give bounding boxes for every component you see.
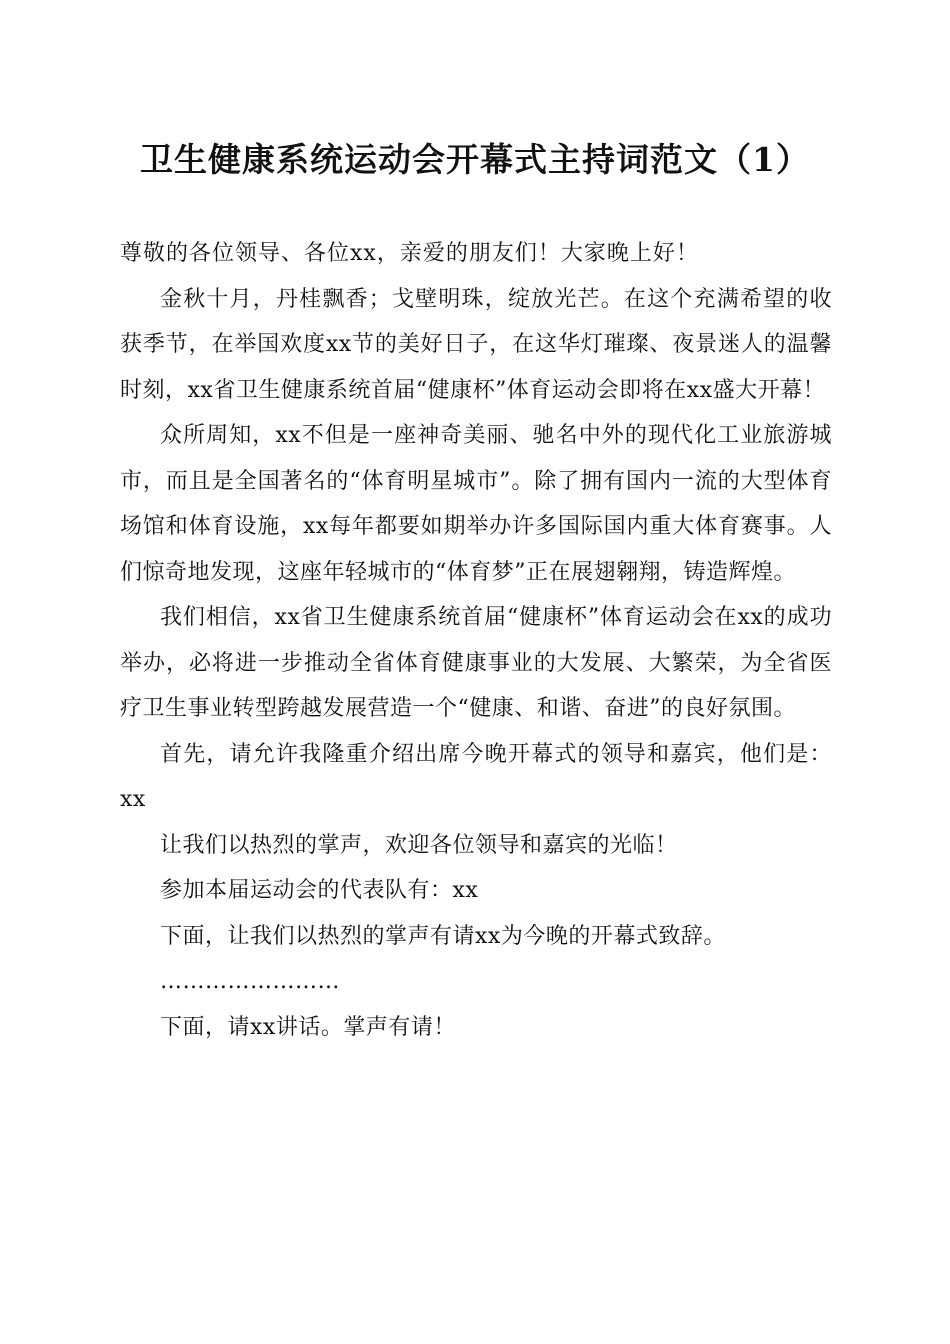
paragraph-teams: 参加本届运动会的代表队有：xx <box>160 878 479 903</box>
paragraph-city: 众所周知，xx不但是一座神奇美丽、驰名中外的现代化工业旅游城市，而且是全国著名的“体育明星城市”。除了拥有国内一流的大型体育场馆和体育设施，xx每年都要如期举办许多国际国内重大体育赛事。人们惊奇地发现，这座年轻城市的“体育梦”正在展翅翱翔，铸造辉煌。 <box>120 423 832 585</box>
paragraph-closing: 下面，请xx讲话。掌声有请！ <box>160 1014 456 1040</box>
paragraph-belief: 我们相信，xx省卫生健康系统首届“健康杯”体育运动会在xx的成功举办，必将进一步推动全省体育健康事业的大发展、大繁荣，为全省医疗卫生事业转型跨越发展营造一个“健康、和谐、奋进”的良好氛围。 <box>120 605 833 721</box>
greeting-paragraph: 尊敬的各位领导、各位xx，亲爱的朋友们！大家晚上好！ <box>120 241 699 266</box>
paragraph-welcome: 让我们以热烈的掌声，欢迎各位领导和嘉宾的光临！ <box>160 832 678 858</box>
paragraph-introduce-guests: 首先，请允许我隆重介绍出席今晚开幕式的领导和嘉宾，他们是：xx <box>120 741 832 812</box>
document-title: 卫生健康系统运动会开幕式主持词范文（1） <box>140 140 810 179</box>
document-body <box>120 231 832 1050</box>
paragraph-speech-invite: 下面，让我们以热烈的掌声有请xx为今晚的开幕式致辞。 <box>160 923 726 949</box>
paragraph-autumn: 金秋十月，丹桂飘香；戈壁明珠，绽放光芒。在这个充满希望的收获季节，在举国欢度xx节的美好日子，在这华灯璀璨、夜景迷人的温馨时刻，xx省卫生健康系统首届“健康杯”体育运动会即将在xx盛大开幕！ <box>120 286 832 403</box>
paragraph-ellipsis: …………………… <box>160 969 340 994</box>
